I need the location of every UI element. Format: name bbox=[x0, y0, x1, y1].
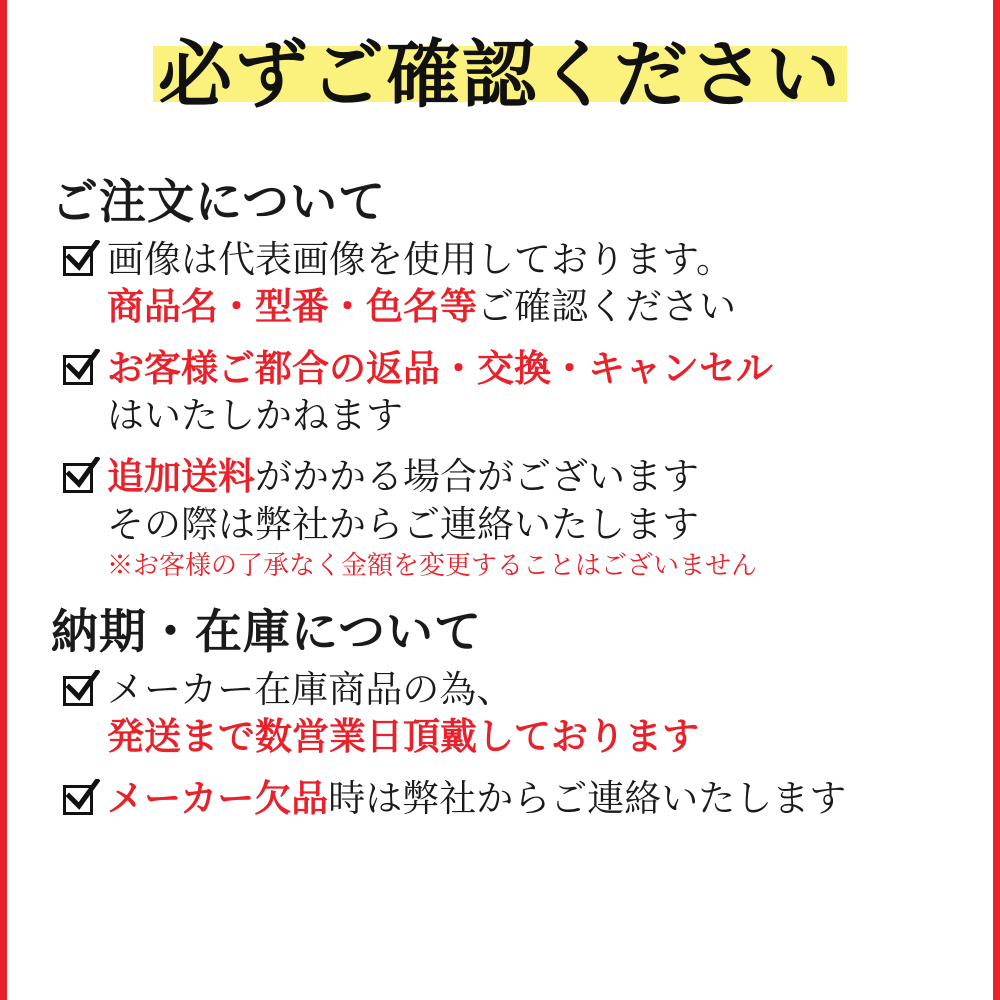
emphasis-text: お客様ご都合の返品・交換・キャンセル bbox=[107, 345, 773, 390]
body-text: はいたしかねます bbox=[107, 394, 403, 438]
section-order bbox=[33, 176, 967, 584]
list-item-line bbox=[107, 392, 967, 439]
list-item-line bbox=[107, 283, 967, 330]
emphasis-text: 商品名・型番・色名等 bbox=[107, 284, 477, 329]
body-text: メーカー在庫商品の為、 bbox=[107, 668, 514, 712]
list-item-text bbox=[107, 236, 967, 331]
checkbox-checked-icon bbox=[61, 459, 101, 499]
list-item bbox=[61, 453, 967, 584]
checkbox-checked-icon bbox=[61, 351, 101, 391]
checkbox-checked-icon bbox=[61, 781, 101, 821]
notice-content bbox=[7, 0, 993, 1000]
checkbox-checked-icon bbox=[61, 242, 101, 282]
list-item-line bbox=[107, 666, 967, 713]
emphasis-text: 追加送料 bbox=[107, 454, 255, 499]
list-item-text bbox=[107, 775, 967, 822]
section-delivery bbox=[33, 606, 967, 822]
list-item-line bbox=[107, 345, 967, 392]
list-item bbox=[61, 775, 967, 822]
list-item-text bbox=[107, 453, 967, 584]
list-item-line bbox=[107, 453, 967, 500]
list-item-line bbox=[107, 775, 967, 822]
list-item bbox=[61, 236, 967, 331]
check-mark-icon bbox=[66, 349, 100, 383]
check-mark-icon bbox=[66, 457, 100, 491]
emphasis-text: メーカー欠品 bbox=[107, 775, 329, 820]
list-item-text bbox=[107, 345, 967, 440]
emphasis-text: 発送まで数営業日頂戴しております bbox=[107, 714, 699, 759]
section-heading-order: ご注文について bbox=[51, 175, 387, 230]
body-text: がかかる場合がございます bbox=[255, 455, 699, 499]
check-mark-icon bbox=[66, 779, 100, 813]
check-mark-icon bbox=[66, 240, 100, 274]
checkbox-checked-icon bbox=[61, 672, 101, 712]
list-item-line bbox=[107, 713, 967, 760]
section-order-items bbox=[33, 236, 967, 584]
list-item bbox=[61, 345, 967, 440]
list-item-line bbox=[107, 236, 967, 283]
body-text: 時は弊社からご連絡いたします bbox=[328, 776, 847, 820]
section-heading-delivery: 納期・在庫について bbox=[51, 605, 483, 660]
page-title-block bbox=[33, 0, 967, 150]
body-text: ご確認ください bbox=[477, 285, 736, 329]
list-item-text bbox=[107, 666, 967, 761]
list-item-line bbox=[107, 501, 967, 548]
page-title: 必ずご確認ください bbox=[158, 32, 842, 118]
body-text: その際は弊社からご連絡いたします bbox=[107, 502, 699, 546]
list-item-note: ※お客様の了承なく金額を変更することはございません bbox=[107, 551, 758, 582]
section-delivery-items bbox=[33, 666, 967, 822]
body-text: 画像は代表画像を使用しております。 bbox=[107, 238, 734, 282]
list-item bbox=[61, 666, 967, 761]
check-mark-icon bbox=[66, 670, 100, 704]
